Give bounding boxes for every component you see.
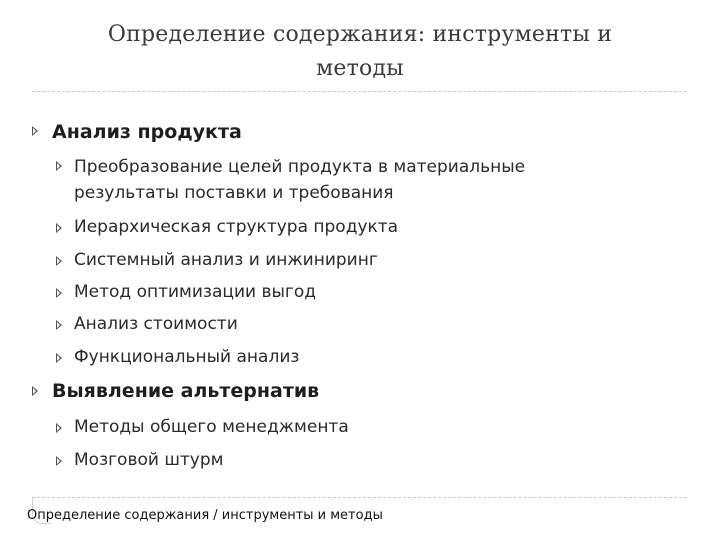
- list-item: Методы общего менеджмента: [74, 417, 349, 437]
- caret-right-icon: [56, 423, 62, 433]
- list-item: Системный анализ и инжиниринг: [74, 250, 378, 270]
- footer-divider: [32, 497, 687, 498]
- list-item-continuation: результаты поставки и требования: [74, 183, 394, 203]
- caret-right-icon: [56, 353, 62, 363]
- caret-right-icon: [56, 456, 62, 466]
- list-item: Метод оптимизации выгод: [74, 282, 316, 302]
- list-item: Преобразование целей продукта в материальные: [74, 157, 526, 177]
- slide-title-line-1: Определение содержания: инструменты и: [107, 22, 613, 47]
- caret-right-icon: [56, 161, 62, 171]
- caret-right-icon: [32, 126, 38, 136]
- section-heading-alternatives: Выявление альтернатив: [52, 380, 320, 402]
- caret-right-icon: [56, 320, 62, 330]
- slide-title: [60, 18, 660, 86]
- slide-title-line-2: методы: [316, 56, 404, 81]
- title-divider: [32, 91, 687, 92]
- slide-footer: Определение содержания / инструменты и методы: [27, 508, 383, 523]
- caret-right-icon: [56, 256, 62, 266]
- list-item: Анализ стоимости: [74, 314, 238, 334]
- list-item: Функциональный анализ: [74, 347, 300, 367]
- list-item: Мозговой штурм: [74, 450, 224, 470]
- caret-right-icon: [32, 386, 38, 396]
- list-item: Иерархическая структура продукта: [74, 217, 399, 237]
- section-heading-product-analysis: Анализ продукта: [52, 121, 242, 143]
- caret-right-icon: [56, 223, 62, 233]
- caret-right-icon: [56, 288, 62, 298]
